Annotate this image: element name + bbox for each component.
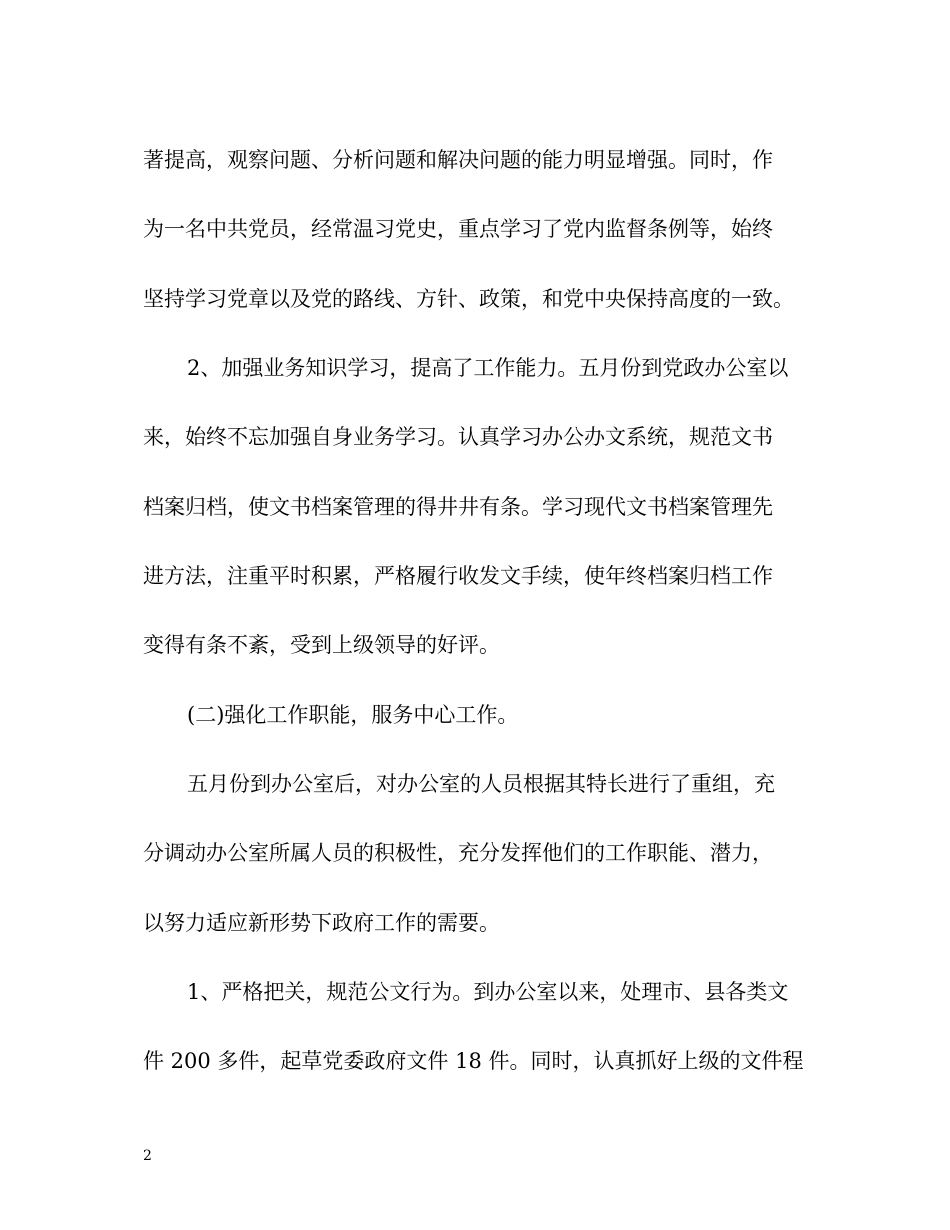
text-line-9: (二)强化工作职能，服务中心工作。 — [187, 703, 519, 727]
text-line-12: 以努力适应新形势下政府工作的需要。 — [143, 911, 500, 935]
text-line-6: 档案归档，使文书档案管理的得井井有条。学习现代文书档案管理先 — [143, 495, 773, 519]
text-line-4: 2、加强业务知识学习，提高了工作能力。五月份到党政办公室以 — [187, 356, 789, 380]
text-line-11: 分调动办公室所属人员的积极性，充分发挥他们的工作职能、潜力， — [143, 841, 773, 865]
text-line-7: 进方法，注重平时积累，严格履行收发文手续，使年终档案归档工作 — [143, 564, 773, 588]
text-line-1: 著提高，观察问题、分析问题和解决问题的能力明显增强。同时，作 — [143, 148, 773, 172]
text-line-3: 坚持学习党章以及党的路线、方针、政策，和党中央保持高度的一致。 — [143, 287, 794, 311]
text-line-14: 件 200 多件，起草党委政府文件 18 件。同时，认真抓好上级的文件程 — [143, 1049, 804, 1073]
text-line-10: 五月份到办公室后，对办公室的人员根据其特长进行了重组，充 — [187, 772, 775, 796]
text-line-2: 为一名中共党员，经常温习党史，重点学习了党内监督条例等，始终 — [143, 217, 773, 241]
page-number: 2 — [143, 1148, 152, 1164]
text-line-5: 来，始终不忘加强自身业务学习。认真学习办公办文系统，规范文书 — [143, 425, 773, 449]
text-line-8: 变得有条不紊，受到上级领导的好评。 — [143, 633, 500, 657]
text-line-13: 1、严格把关，规范公文行为。到办公室以来，处理市、县各类文 — [187, 980, 789, 1004]
